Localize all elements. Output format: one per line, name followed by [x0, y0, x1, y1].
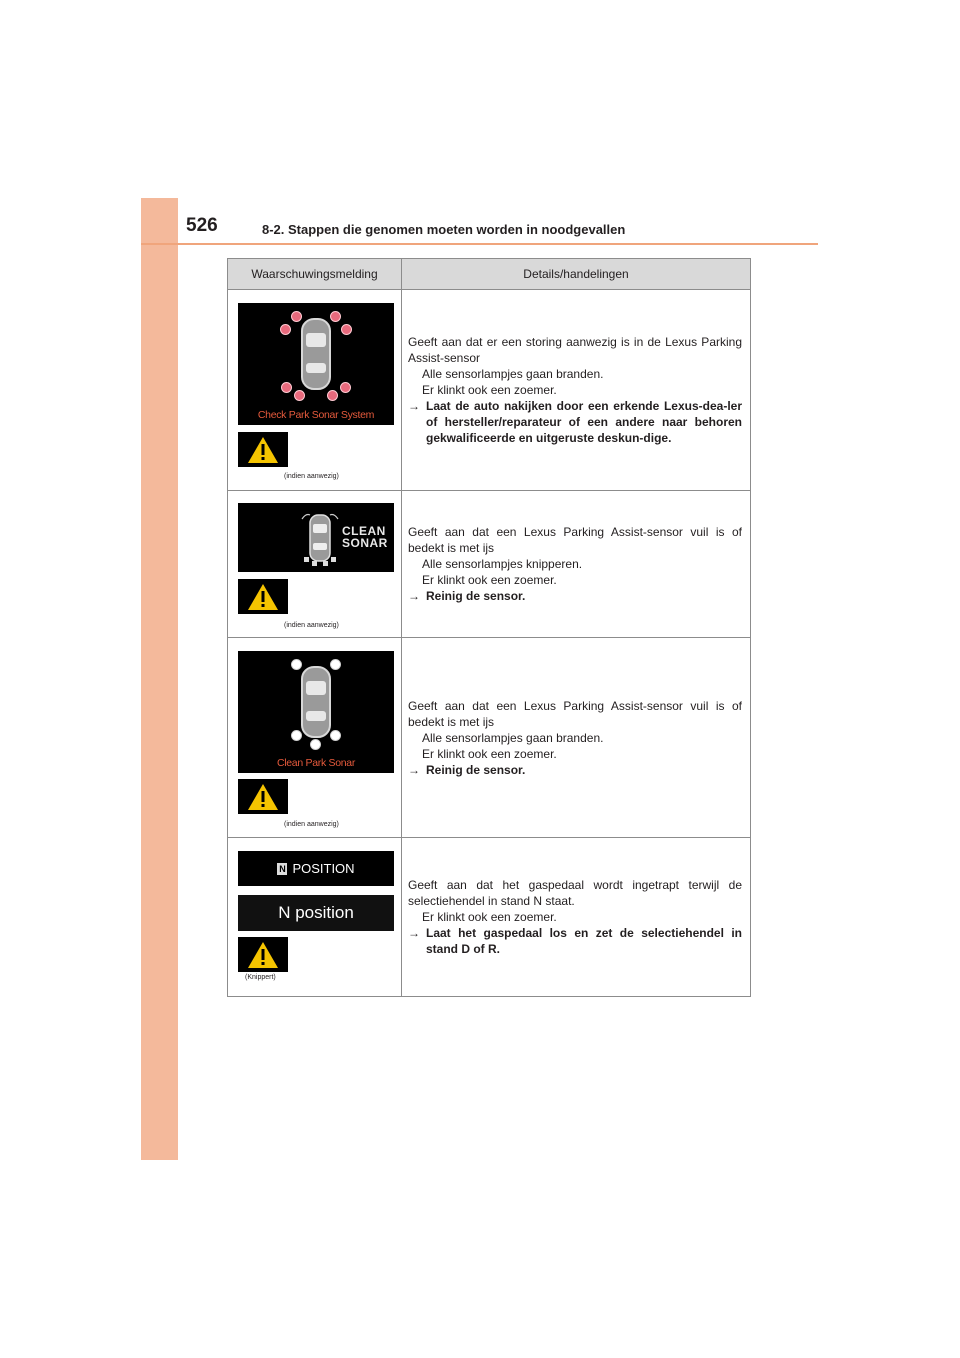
details-description: Geeft aan dat er een storing aanwezig is in de Lexus Parking Assist-sensor	[408, 335, 742, 365]
image-caption: (indien aanwezig)	[284, 821, 339, 828]
sensor-front-left-icon	[291, 311, 302, 322]
details-action	[408, 398, 742, 446]
clean-sonar-label-line1: CLEAN	[342, 524, 386, 538]
sensor-rear-corner-right-icon	[330, 730, 341, 741]
details-cell	[402, 290, 751, 491]
clean-sonar-screen	[238, 503, 394, 572]
screen-message-label: Check Park Sonar System	[257, 409, 375, 421]
details-line: Alle sensorlampjes knipperen.	[422, 557, 583, 571]
warning-light-box	[238, 937, 288, 972]
clean-sonar-label-line2: SONAR	[342, 536, 388, 550]
arrow-right-icon: →	[408, 399, 420, 413]
header-details: Details/handelingen	[402, 259, 751, 290]
image-caption: (indien aanwezig)	[284, 473, 339, 480]
sensor-rear-right-icon	[327, 390, 338, 401]
image-caption: (Knippert)	[245, 974, 276, 981]
sensor-front-corner-right-icon	[341, 324, 352, 335]
warning-light-box	[238, 432, 288, 467]
details-line: Er klinkt ook een zoemer.	[422, 573, 557, 587]
arrow-right-icon: →	[408, 589, 420, 603]
screen-message-label: Clean Park Sonar	[276, 757, 356, 769]
warning-triangle-icon	[247, 783, 279, 811]
details-line: Er klinkt ook een zoemer.	[422, 383, 557, 397]
details-action	[408, 588, 742, 604]
action-text: Reinig de sensor.	[426, 589, 526, 603]
image-caption: (indien aanwezig)	[284, 622, 339, 629]
n-position-large-label: N position	[278, 903, 354, 922]
n-position-small-screen	[238, 851, 394, 886]
sensor-front-left-icon	[291, 659, 302, 670]
action-text: Laat de auto nakijken door een erkende Lexus-dea-ler of hersteller/reparateur of een andere naar behoren gekwalificeerde en uitgeruste deskun-dige.	[426, 399, 742, 445]
table-row	[228, 838, 751, 997]
section-title: 8-2. Stappen die genomen moeten worden in noodgevallen	[262, 222, 626, 237]
details-action	[408, 762, 742, 778]
warning-table	[227, 258, 751, 997]
sensor-rear-corner-left-icon	[281, 382, 292, 393]
details-description: Geeft aan dat een Lexus Parking Assist-sensor vuil is of bedekt is met ijs	[408, 525, 742, 555]
warning-image-cell	[228, 290, 402, 491]
table-row	[228, 491, 751, 638]
warning-image-cell	[228, 638, 402, 838]
details-description: Geeft aan dat een Lexus Parking Assist-sensor vuil is of bedekt is met ijs	[408, 698, 742, 729]
warning-triangle-icon	[247, 941, 279, 969]
car-top-view-icon	[292, 665, 340, 739]
arrow-right-icon: →	[408, 926, 420, 940]
clean-park-sonar-screen	[238, 651, 394, 773]
n-position-large-screen	[238, 895, 394, 931]
details-line: Er klinkt ook een zoemer.	[422, 746, 557, 761]
n-badge-icon: N	[279, 863, 286, 874]
sensor-rear-corner-left-icon	[291, 730, 302, 741]
check-park-sonar-screen	[238, 303, 394, 425]
warning-image-cell	[228, 838, 402, 997]
sensor-rear-center-icon	[310, 739, 321, 750]
car-top-view-icon	[292, 317, 340, 391]
chapter-side-bar	[141, 198, 178, 1160]
header-warning-message: Waarschuwingsmelding	[228, 259, 402, 290]
header-rule	[141, 243, 818, 245]
details-action	[408, 925, 742, 957]
warning-image-cell	[228, 491, 402, 638]
warning-light-box	[238, 779, 288, 814]
car-top-view-icon	[300, 509, 340, 567]
details-line: Er klinkt ook een zoemer.	[422, 910, 557, 924]
sensor-rear-left-icon	[294, 390, 305, 401]
sensor-front-right-icon	[330, 311, 341, 322]
table-row	[228, 638, 751, 838]
details-line: Alle sensorlampjes gaan branden.	[422, 730, 604, 745]
details-description: Geeft aan dat het gaspedaal wordt ingetrapt terwijl de selectiehendel in stand N staat.	[408, 878, 742, 908]
table-header-row	[228, 259, 751, 290]
sensor-front-corner-left-icon	[280, 324, 291, 335]
clean-sonar-label	[342, 525, 388, 549]
arrow-right-icon: →	[408, 762, 420, 777]
action-text: Laat het gaspedaal los en zet de selectiehendel in stand D of R.	[426, 926, 742, 956]
details-line: Alle sensorlampjes gaan branden.	[422, 367, 604, 381]
details-cell	[402, 838, 751, 997]
table-row	[228, 290, 751, 491]
sensor-front-right-icon	[330, 659, 341, 670]
warning-triangle-icon	[247, 436, 279, 464]
warning-light-box	[238, 579, 288, 614]
n-position-small-label: POSITION	[292, 861, 355, 876]
warning-triangle-icon	[247, 583, 279, 611]
sensor-rear-corner-right-icon	[340, 382, 351, 393]
details-cell	[402, 638, 751, 838]
page-number: 526	[186, 215, 218, 236]
details-cell	[402, 491, 751, 638]
action-text: Reinig de sensor.	[426, 762, 526, 777]
